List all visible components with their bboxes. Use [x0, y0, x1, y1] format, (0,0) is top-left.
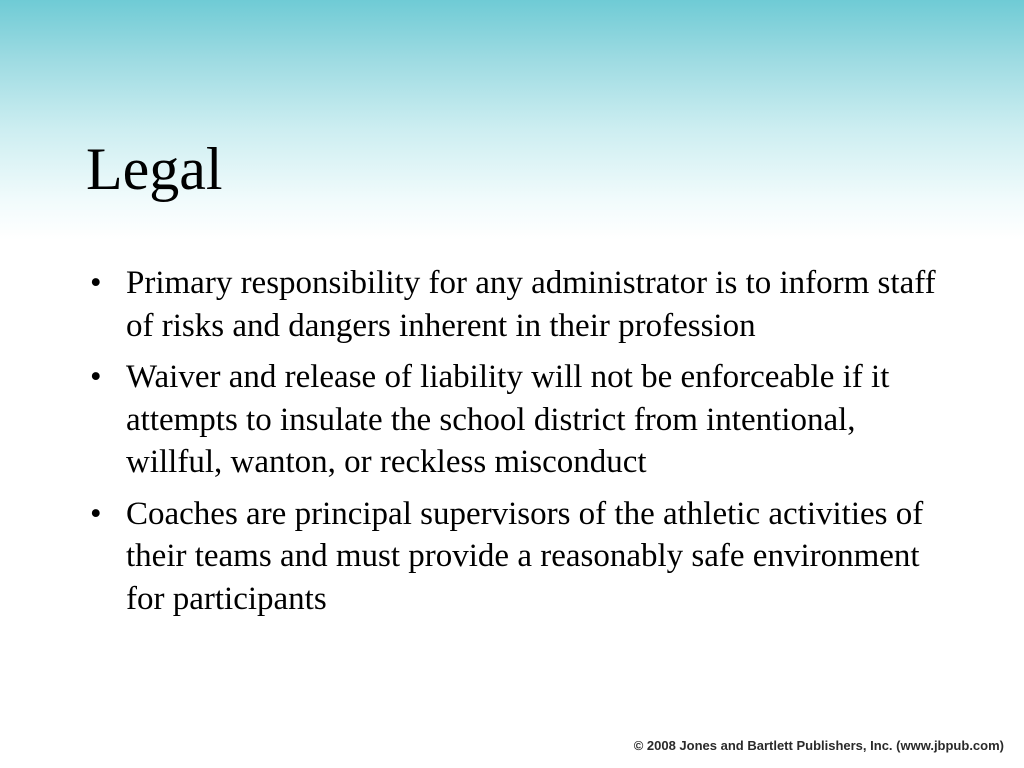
bullet-text: Primary responsibility for any administrator is to inform staff of risks and dangers inherent in their profession — [126, 265, 936, 344]
bullet-item — [86, 262, 936, 347]
bullet-icon: • — [90, 495, 102, 532]
bullet-text: Coaches are principal supervisors of the athletic activities of their teams and must provide a reasonably safe environment for participants — [126, 495, 924, 617]
bullet-list — [86, 262, 936, 629]
bullet-item — [86, 356, 936, 484]
bullet-icon: • — [90, 359, 102, 395]
bullet-item — [86, 493, 936, 621]
copyright-notice: © 2008 Jones and Bartlett Publishers, Inc. (www.jbpub.com) — [633, 738, 1004, 753]
slide-title: Legal — [86, 136, 223, 202]
bullet-text: Waiver and release of liability will not be enforceable if it attempts to insulate the school district from intentional, willful, wanton, or reckless misconduct — [126, 359, 890, 480]
bullet-icon: • — [90, 265, 102, 301]
